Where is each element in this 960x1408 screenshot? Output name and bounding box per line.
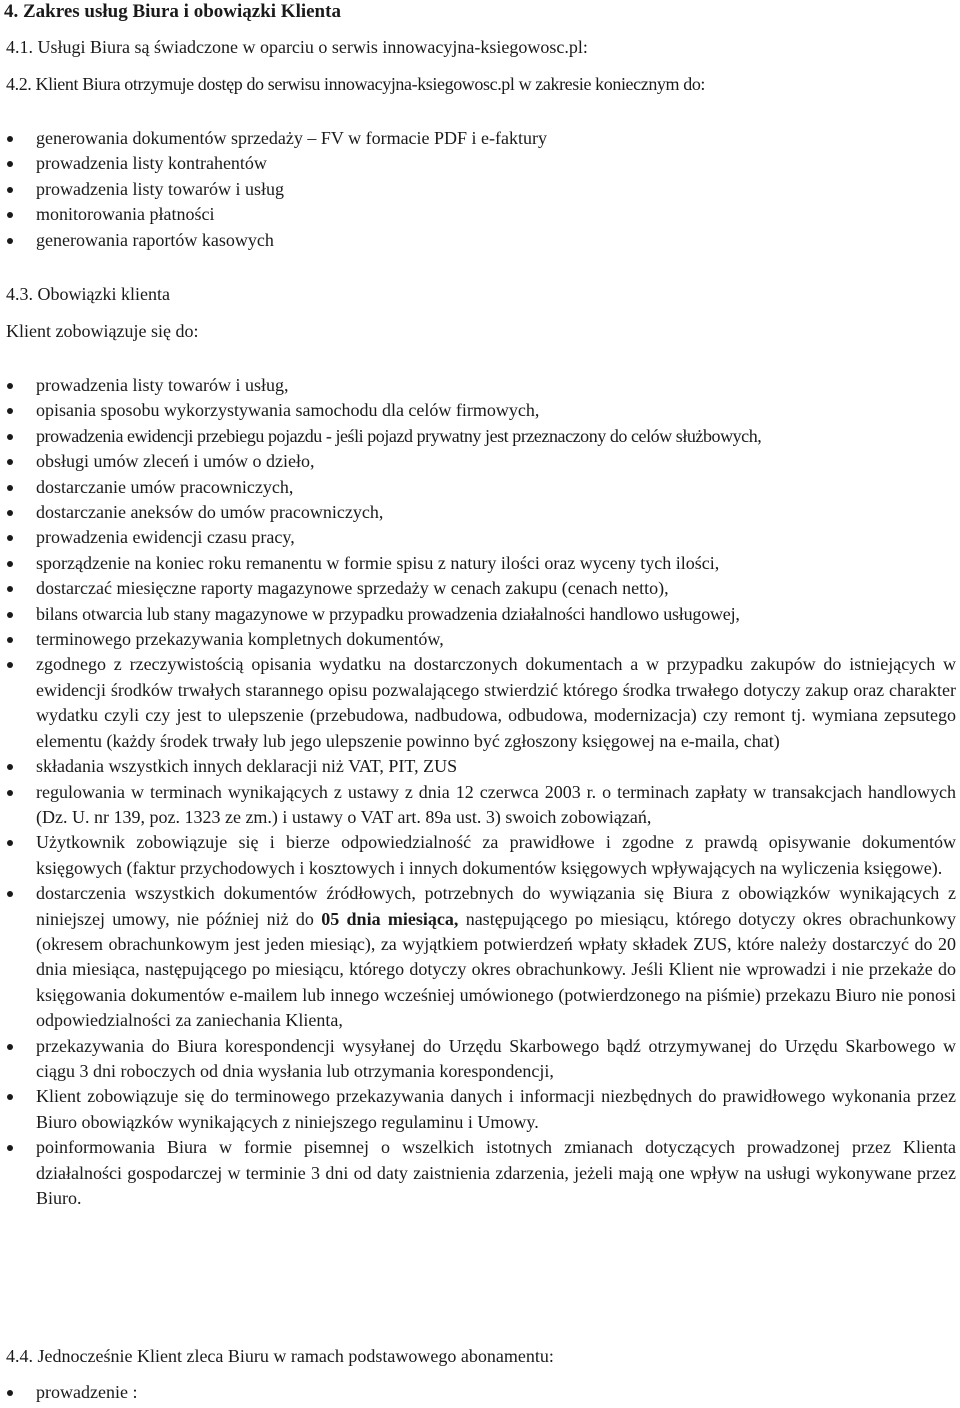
list-item: dostarczanie aneksów do umów pracowniczych, <box>0 500 960 525</box>
bullet-icon <box>7 1044 13 1050</box>
list-item: dostarczanie umów pracowniczych, <box>0 475 960 500</box>
bullet-icon <box>7 891 13 897</box>
bullet-icon <box>7 535 13 541</box>
paragraph-4-1: 4.1. Usługi Biura są świadczone w oparciu o serwis innowacyjna-ksiegowosc.pl: <box>6 37 588 57</box>
list-item: sporządzenie na koniec roku remanentu w formie spisu z natury ilości oraz wyceny tych ilości, <box>0 551 960 576</box>
list-item: obsługi umów zleceń i umów o dzieło, <box>0 449 960 474</box>
list-item: prowadzenia ewidencji czasu pracy, <box>0 525 960 550</box>
bullet-icon <box>7 459 13 465</box>
list-item: monitorowania płatności <box>0 202 960 227</box>
bullet-icon <box>7 510 13 516</box>
list-item: prowadzenia listy towarów i usług <box>0 177 960 202</box>
paragraph-4-3: 4.3. Obowiązki klienta <box>6 284 170 304</box>
deadline-highlight: 05 dnia miesiąca, <box>321 908 459 929</box>
bullet-icon <box>7 662 13 668</box>
list-item: dostarczenia wszystkich dokumentów źródłowych, potrzebnych do wywiązania się Biura z obowiązków wynikających z niniejszej umowy, nie później niż do 05 dnia miesiąca, następującego po miesiącu, którego dotyczy okres obrachunkowy (okresem obrachunkowym jest jeden miesiąc), za wyjątkiem potwierdzeń wpłaty składek ZUS, które należy dostarczyć do 20 dnia miesiąca, następującego po miesiącu, którego dotyczy okres obrachunkowy. Jeśli Klient nie wprowadzi i nie przekaże do księgowania dokumentów e-mailem lub innego wcześniej umówionego (potwierdzonego na piśmie) przekazu Biuro nie ponosi odpowiedzialności za zaniechania Klienta, <box>0 881 960 1033</box>
list-item: prowadzenia ewidencji przebiegu pojazdu - jeśli pojazd prywatny jest przeznaczony do celów służbowych, <box>0 424 960 449</box>
bullet-icon <box>7 561 13 567</box>
list-item: prowadzenia listy towarów i usług, <box>0 373 960 398</box>
list-item: poinformowania Biura w formie pisemnej o wszelkich istotnych zmianach dotyczących prowadzonej przez Klienta działalności gospodarczej w terminie 3 dni od daty zaistnienia zdarzenia, jeżeli mają one wpływ na usługi wykonywane przez Biuro. <box>0 1135 960 1211</box>
list-item: opisania sposobu wykorzystywania samochodu dla celów firmowych, <box>0 398 960 423</box>
list-item: terminowego przekazywania kompletnych dokumentów, <box>0 627 960 652</box>
list-item: Klient zobowiązuje się do terminowego przekazywania danych i informacji niezbędnych do prawidłowego wykonania przez Biuro obowiązków wynikających z niniejszego regulaminu i Umowy. <box>0 1084 960 1135</box>
bullet-icon <box>7 434 13 440</box>
bullet-icon <box>7 485 13 491</box>
bullet-icon <box>7 764 13 770</box>
paragraph-4-3-intro: Klient zobowiązuje się do: <box>6 321 199 341</box>
bullet-icon <box>7 840 13 846</box>
list-item: przekazywania do Biura korespondencji wysyłanej do Urzędu Skarbowego bądź otrzymywanej do Urzędu Skarbowego w ciągu 3 dni roboczych od dnia wysłania lub otrzymania korespondencji, <box>0 1034 960 1085</box>
subscription-list <box>0 1380 960 1405</box>
list-item: generowania raportów kasowych <box>0 228 960 253</box>
bullet-icon <box>7 212 13 218</box>
client-obligations-list <box>0 373 960 1211</box>
list-item: zgodnego z rzeczywistością opisania wydatku na dostarczonych dokumentach a w przypadku zakupów do istniejących w ewidencji środków trwałych starannego opisu pozwalającego stwierdzić którego środka trwałego dotyczy zakup oraz charakter wydatku czyli czy jest to ulepszenie (przebudowa, nadbudowa, odbudowa, modernizacja) czy remont tj. wymiana zepsutego elementu (każdy środek trwały lub jego ulepszenie powinno być zgłoszony księgowej na e-maila, chat) <box>0 652 960 754</box>
list-item: Użytkownik zobowiązuje się i bierze odpowiedzialność za prawidłowe i zgodne z prawdą opisywanie dokumentów księgowych (faktur przychodowych i kosztowych i innych dokumentów księgowych wpływających na wyliczenia księgowe). <box>0 830 960 881</box>
bullet-icon <box>7 1145 13 1151</box>
list-item: regulowania w terminach wynikających z ustawy z dnia 12 czerwca 2003 r. o terminach zapłaty w transakcjach handlowych (Dz. U. nr 139, poz. 1323 ze zm.) i ustawy o VAT art. 89a ust. 3) swoich zobowiązań, <box>0 780 960 831</box>
list-item: prowadzenie : <box>0 1380 960 1405</box>
list-item: prowadzenia listy kontrahentów <box>0 151 960 176</box>
list-item: bilans otwarcia lub stany magazynowe w przypadku prowadzenia działalności handlowo usługowej, <box>0 602 960 627</box>
bullet-icon <box>7 586 13 592</box>
section-heading: 4. Zakres usług Biura i obowiązki Klienta <box>4 1 341 22</box>
bullet-icon <box>7 187 13 193</box>
bullet-icon <box>7 790 13 796</box>
bullet-icon <box>7 238 13 244</box>
bullet-icon <box>7 1390 13 1396</box>
bullet-icon <box>7 161 13 167</box>
bullet-icon <box>7 383 13 389</box>
paragraph-4-2: 4.2. Klient Biura otrzymuje dostęp do serwisu innowacyjna-ksiegowosc.pl w zakresie koniecznym do: <box>6 74 706 94</box>
bullet-icon <box>7 1094 13 1100</box>
list-item: dostarczać miesięczne raporty magazynowe sprzedaży w cenach zakupu (cenach netto), <box>0 576 960 601</box>
services-list <box>0 126 960 253</box>
bullet-icon <box>7 612 13 618</box>
bullet-icon <box>7 408 13 414</box>
bullet-icon <box>7 637 13 643</box>
list-item: generowania dokumentów sprzedaży – FV w formacie PDF i e-faktury <box>0 126 960 151</box>
list-item: składania wszystkich innych deklaracji niż VAT, PIT, ZUS <box>0 754 960 779</box>
paragraph-4-4: 4.4. Jednocześnie Klient zleca Biuru w ramach podstawowego abonamentu: <box>6 1346 554 1366</box>
bullet-icon <box>7 136 13 142</box>
